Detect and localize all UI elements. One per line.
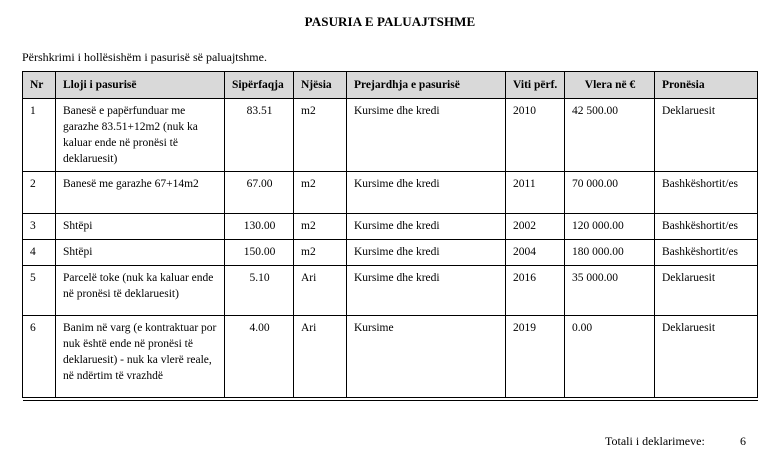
cell-area: 5.10	[225, 266, 294, 316]
col-header-origin: Prejardhja e pasurisë	[347, 72, 506, 99]
table-header-row	[23, 72, 758, 99]
col-header-year: Viti përf.	[506, 72, 565, 99]
col-header-ownership: Pronësia	[655, 72, 758, 99]
cell-ownership: Bashkëshortit/es	[655, 240, 758, 266]
cell-year: 2004	[506, 240, 565, 266]
cell-value: 70 000.00	[565, 172, 655, 214]
cell-origin: Kursime	[347, 316, 506, 398]
cell-year: 2019	[506, 316, 565, 398]
cell-area: 83.51	[225, 99, 294, 172]
cell-unit: m2	[294, 172, 347, 214]
col-header-unit: Njësia	[294, 72, 347, 99]
cell-ownership: Bashkëshortit/es	[655, 214, 758, 240]
table-row	[23, 266, 758, 316]
cell-ownership: Deklaruesit	[655, 316, 758, 398]
cell-type: Banim në varg (e kontraktuar por nuk është ende në pronësi të deklaruesit) - nuk ka vlerë reale, në ndërtim të vrazhdë	[56, 316, 225, 398]
table-row	[23, 99, 758, 172]
cell-nr: 4	[23, 240, 56, 266]
col-header-value: Vlera në €	[565, 72, 655, 99]
cell-value: 0.00	[565, 316, 655, 398]
cell-origin: Kursime dhe kredi	[347, 99, 506, 172]
table-row	[23, 214, 758, 240]
total-label: Totali i deklarimeve:	[605, 434, 705, 448]
cell-unit: Ari	[294, 266, 347, 316]
cell-year: 2011	[506, 172, 565, 214]
cell-year: 2010	[506, 99, 565, 172]
table-row	[23, 240, 758, 266]
cell-unit: m2	[294, 99, 347, 172]
cell-origin: Kursime dhe kredi	[347, 214, 506, 240]
cell-nr: 1	[23, 99, 56, 172]
cell-unit: m2	[294, 214, 347, 240]
cell-type: Parcelë toke (nuk ka kaluar ende në pronësi të deklaruesit)	[56, 266, 225, 316]
cell-year: 2016	[506, 266, 565, 316]
cell-area: 4.00	[225, 316, 294, 398]
col-header-area: Sipërfaqja	[225, 72, 294, 99]
cell-value: 35 000.00	[565, 266, 655, 316]
cell-type: Shtëpi	[56, 240, 225, 266]
table-bottom-rule	[23, 398, 758, 401]
table-bottom-rule-cell	[23, 398, 758, 401]
cell-type: Banesë e papërfunduar me garazhe 83.51+12m2 (nuk ka kaluar ende në pronësi të deklaruesit)	[56, 99, 225, 172]
cell-year: 2002	[506, 214, 565, 240]
cell-value: 42 500.00	[565, 99, 655, 172]
cell-unit: m2	[294, 240, 347, 266]
total-value: 6	[740, 434, 746, 448]
table-description: Përshkrimi i hollësishëm i pasurisë së paluajtshme.	[22, 50, 267, 64]
cell-unit: Ari	[294, 316, 347, 398]
cell-nr: 2	[23, 172, 56, 214]
cell-ownership: Bashkëshortit/es	[655, 172, 758, 214]
cell-nr: 3	[23, 214, 56, 240]
col-header-nr: Nr	[23, 72, 56, 99]
cell-value: 120 000.00	[565, 214, 655, 240]
property-table	[22, 71, 758, 401]
cell-value: 180 000.00	[565, 240, 655, 266]
cell-origin: Kursime dhe kredi	[347, 172, 506, 214]
cell-origin: Kursime dhe kredi	[347, 240, 506, 266]
cell-area: 67.00	[225, 172, 294, 214]
cell-type: Banesë me garazhe 67+14m2	[56, 172, 225, 214]
cell-ownership: Deklaruesit	[655, 99, 758, 172]
cell-nr: 6	[23, 316, 56, 398]
table-row	[23, 316, 758, 398]
cell-area: 130.00	[225, 214, 294, 240]
cell-nr: 5	[23, 266, 56, 316]
cell-type: Shtëpi	[56, 214, 225, 240]
cell-area: 150.00	[225, 240, 294, 266]
table-row	[23, 172, 758, 214]
cell-ownership: Deklaruesit	[655, 266, 758, 316]
page-title: PASURIA E PALUAJTSHME	[304, 14, 476, 29]
cell-origin: Kursime dhe kredi	[347, 266, 506, 316]
col-header-type: Lloji i pasurisë	[56, 72, 225, 99]
